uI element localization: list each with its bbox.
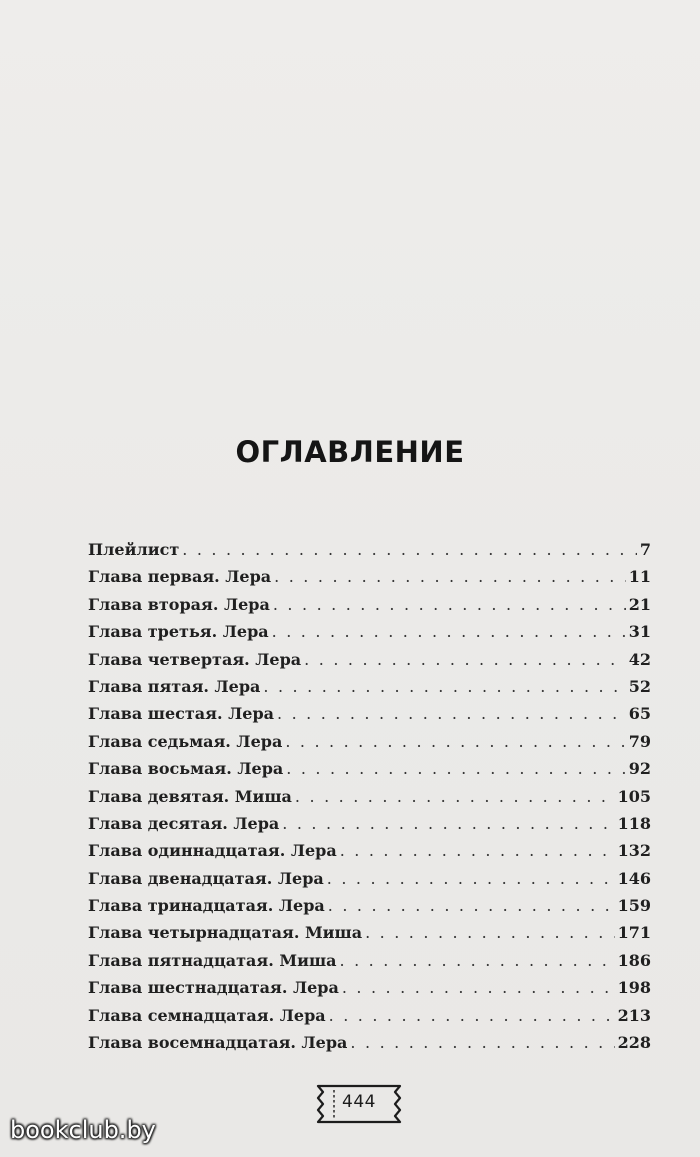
toc-entry-page: 7 bbox=[639, 540, 651, 559]
leader-dots bbox=[286, 759, 625, 778]
toc-entry-title: Глава шестая. Лера bbox=[88, 704, 274, 724]
toc-entry bbox=[88, 978, 651, 1005]
toc-entry-page: 146 bbox=[617, 868, 651, 888]
toc-entry bbox=[88, 759, 651, 786]
toc-entry bbox=[88, 923, 651, 950]
leader-dots bbox=[342, 978, 615, 997]
watermark: bookclub.by bbox=[10, 1116, 156, 1144]
toc-entry-title: Глава одиннадцатая. Лера bbox=[88, 841, 337, 861]
toc-entry-page: 42 bbox=[628, 649, 651, 669]
toc-entry bbox=[88, 677, 651, 704]
leader-dots bbox=[365, 923, 615, 942]
toc-entry-page: 213 bbox=[617, 1005, 651, 1025]
toc-entry-title: Глава девятая. Миша bbox=[88, 786, 292, 806]
toc-entry-page: 92 bbox=[628, 759, 651, 779]
toc-entry bbox=[88, 704, 651, 731]
toc-entry bbox=[88, 841, 651, 868]
leader-dots bbox=[340, 841, 615, 860]
toc-entry-title: Глава семнадцатая. Лера bbox=[88, 1005, 326, 1025]
leader-dots bbox=[274, 567, 626, 586]
page-number-frame bbox=[315, 1084, 403, 1124]
toc-entry-page: 11 bbox=[628, 567, 651, 587]
toc-entry bbox=[88, 650, 651, 677]
toc-entry-title: Глава четвертая. Лера bbox=[88, 649, 302, 669]
toc-entry-title: Глава вторая. Лера bbox=[88, 594, 270, 614]
table-of-contents bbox=[88, 540, 651, 1060]
leader-dots bbox=[304, 650, 626, 669]
toc-entry-page: 228 bbox=[617, 1033, 651, 1053]
toc-entry-page: 52 bbox=[628, 676, 651, 696]
leader-dots bbox=[327, 869, 615, 888]
toc-entry-title: Глава тринадцатая. Лера bbox=[88, 896, 325, 916]
toc-entry bbox=[88, 622, 651, 649]
toc-entry-page: 31 bbox=[628, 622, 651, 642]
leader-dots bbox=[277, 704, 626, 723]
toc-entry-title: Глава десятая. Лера bbox=[88, 813, 280, 833]
toc-entry-title: Глава первая. Лера bbox=[88, 567, 272, 587]
toc-entry bbox=[88, 951, 651, 978]
leader-dots bbox=[282, 814, 614, 833]
toc-entry-title: Глава четырнадцатая. Миша bbox=[88, 923, 363, 943]
page-number: 444 bbox=[342, 1092, 376, 1112]
toc-entry-title: Глава седьмая. Лера bbox=[88, 731, 283, 751]
leader-dots bbox=[340, 951, 615, 970]
page-title: ОГЛАВЛЕНИЕ bbox=[235, 435, 465, 469]
toc-entry bbox=[88, 896, 651, 923]
toc-entry-title: Глава восемнадцатая. Лера bbox=[88, 1033, 348, 1053]
leader-dots bbox=[329, 1006, 615, 1025]
leader-dots bbox=[350, 1033, 614, 1052]
toc-entry-page: 65 bbox=[628, 704, 651, 724]
toc-entry-title: Глава пятнадцатая. Миша bbox=[88, 950, 337, 970]
toc-entry-page: 21 bbox=[628, 594, 651, 614]
toc-entry-page: 186 bbox=[617, 950, 651, 970]
toc-entry bbox=[88, 732, 651, 759]
toc-entry-page: 79 bbox=[628, 731, 651, 751]
toc-entry-title: Плейлист bbox=[88, 540, 180, 559]
leader-dots bbox=[272, 622, 626, 641]
toc-entry bbox=[88, 787, 651, 814]
toc-entry bbox=[88, 540, 651, 567]
toc-entry bbox=[88, 567, 651, 594]
toc-entry-page: 171 bbox=[617, 923, 651, 943]
toc-entry bbox=[88, 1006, 651, 1033]
toc-entry bbox=[88, 1033, 651, 1060]
toc-entry bbox=[88, 814, 651, 841]
toc-entry-page: 118 bbox=[617, 813, 651, 833]
leader-dots bbox=[285, 732, 625, 751]
toc-entry bbox=[88, 595, 651, 622]
toc-entry-title: Глава шестнадцатая. Лера bbox=[88, 978, 339, 998]
toc-entry-title: Глава двенадцатая. Лера bbox=[88, 868, 324, 888]
toc-entry-title: Глава пятая. Лера bbox=[88, 676, 261, 696]
toc-entry-page: 159 bbox=[617, 896, 651, 916]
toc-entry bbox=[88, 869, 651, 896]
leader-dots bbox=[295, 787, 615, 806]
leader-dots bbox=[273, 595, 626, 614]
toc-entry-page: 132 bbox=[617, 841, 651, 861]
leader-dots bbox=[263, 677, 625, 696]
leader-dots bbox=[182, 540, 637, 559]
leader-dots bbox=[328, 896, 615, 915]
toc-entry-title: Глава восьмая. Лера bbox=[88, 759, 284, 779]
toc-entry-page: 198 bbox=[617, 978, 651, 998]
toc-entry-page: 105 bbox=[617, 786, 651, 806]
toc-entry-title: Глава третья. Лера bbox=[88, 622, 269, 642]
